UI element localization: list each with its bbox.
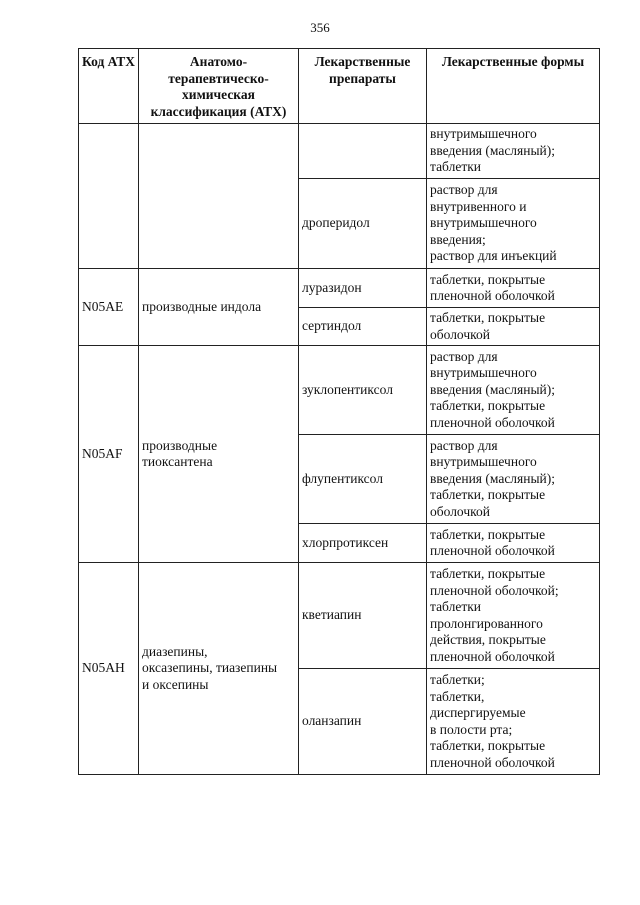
forms-line: таблетки, покрытые xyxy=(430,398,546,414)
header-drugs: Лекарственные препараты xyxy=(299,49,427,124)
forms-line: раствор для xyxy=(430,348,498,364)
code-cell: N05AE xyxy=(79,269,139,346)
forms-line: пленочной оболочкой xyxy=(430,288,555,303)
forms-line: оболочкой xyxy=(430,503,490,519)
forms-line: пленочной оболочкой xyxy=(430,543,555,558)
code-cell: N05AH xyxy=(79,563,139,775)
class-line: диазепины, xyxy=(142,643,208,659)
header-forms: Лекарственные формы xyxy=(427,49,600,124)
forms-line: действия, покрытые xyxy=(430,632,546,647)
forms-line: оболочкой xyxy=(430,326,490,342)
forms-line: таблетки, покрытые xyxy=(430,310,546,325)
drug-cell: зуклопентиксол xyxy=(299,346,427,435)
forms-line: таблетки, покрытые xyxy=(430,487,546,503)
code-cell: N05AF xyxy=(79,346,139,563)
forms-line: таблетки, покрытые xyxy=(430,738,546,753)
forms-line: введения (масляный); xyxy=(430,470,556,486)
forms-cell xyxy=(427,435,600,524)
forms-cell xyxy=(427,124,600,179)
forms-cell xyxy=(427,179,600,269)
class-cell: производные индола xyxy=(139,269,299,346)
class-line: производные xyxy=(142,437,218,453)
table-header-row xyxy=(79,49,600,124)
class-line: и оксепины xyxy=(142,676,209,692)
forms-line: таблетки, xyxy=(430,688,485,704)
forms-line: внутримышечного xyxy=(430,215,537,231)
table-row xyxy=(79,269,600,308)
forms-line: пленочной оболочкой xyxy=(430,648,555,664)
forms-cell xyxy=(427,269,600,308)
forms-line: внутримышечного xyxy=(430,126,537,142)
forms-cell xyxy=(427,563,600,669)
table-row xyxy=(79,124,600,179)
forms-cell xyxy=(427,308,600,346)
forms-line: введения (масляный); xyxy=(430,381,556,397)
forms-line: пленочной оболочкой xyxy=(430,414,555,430)
forms-cell xyxy=(427,669,600,775)
class-line: тиоксантена xyxy=(142,454,213,469)
class-cell xyxy=(139,563,299,775)
forms-line: таблетки xyxy=(430,159,482,175)
drug-cell: луразидон xyxy=(299,269,427,308)
forms-line: раствор для инъекций xyxy=(430,248,557,264)
forms-cell xyxy=(427,524,600,563)
forms-line: таблетки; xyxy=(430,672,485,687)
atx-table xyxy=(78,48,600,775)
forms-line: раствор для xyxy=(430,182,498,198)
forms-line: раствор для xyxy=(430,437,498,453)
class-cell xyxy=(139,124,299,269)
drug-cell: оланзапин xyxy=(299,669,427,775)
drug-cell: кветиапин xyxy=(299,563,427,669)
header-code: Код АТХ xyxy=(79,49,139,124)
forms-line: внутримышечного xyxy=(430,365,537,381)
forms-line: диспергируемые xyxy=(430,705,526,720)
drug-cell: сертиндол xyxy=(299,308,427,346)
header-classification: Анатомо-терапевтическо-химическая классификация (АТХ) xyxy=(139,49,299,124)
forms-line: введения; xyxy=(430,231,486,247)
forms-line: внутривенного и xyxy=(430,198,527,214)
forms-line: в полости рта; xyxy=(430,721,513,737)
class-line: оксазепины, тиазепины xyxy=(142,660,278,676)
forms-line: таблетки xyxy=(430,599,482,614)
forms-line: пленочной оболочкой xyxy=(430,754,555,770)
forms-line: таблетки, покрытые xyxy=(430,526,546,542)
drug-cell: дроперидол xyxy=(299,179,427,269)
forms-cell xyxy=(427,346,600,435)
forms-line: пленочной оболочкой; xyxy=(430,582,559,598)
drug-cell xyxy=(299,124,427,179)
forms-line: таблетки, покрытые xyxy=(430,566,546,581)
table-row xyxy=(79,346,600,435)
drug-cell: флупентиксол xyxy=(299,435,427,524)
page-number: 356 xyxy=(310,20,330,35)
code-cell xyxy=(79,124,139,269)
forms-line: таблетки, покрытые xyxy=(430,271,546,287)
forms-line: внутримышечного xyxy=(430,454,537,470)
table-row xyxy=(79,563,600,669)
class-cell xyxy=(139,346,299,563)
forms-line: введения (масляный); xyxy=(430,142,556,158)
forms-line: пролонгированного xyxy=(430,615,543,631)
drug-cell: хлорпротиксен xyxy=(299,524,427,563)
